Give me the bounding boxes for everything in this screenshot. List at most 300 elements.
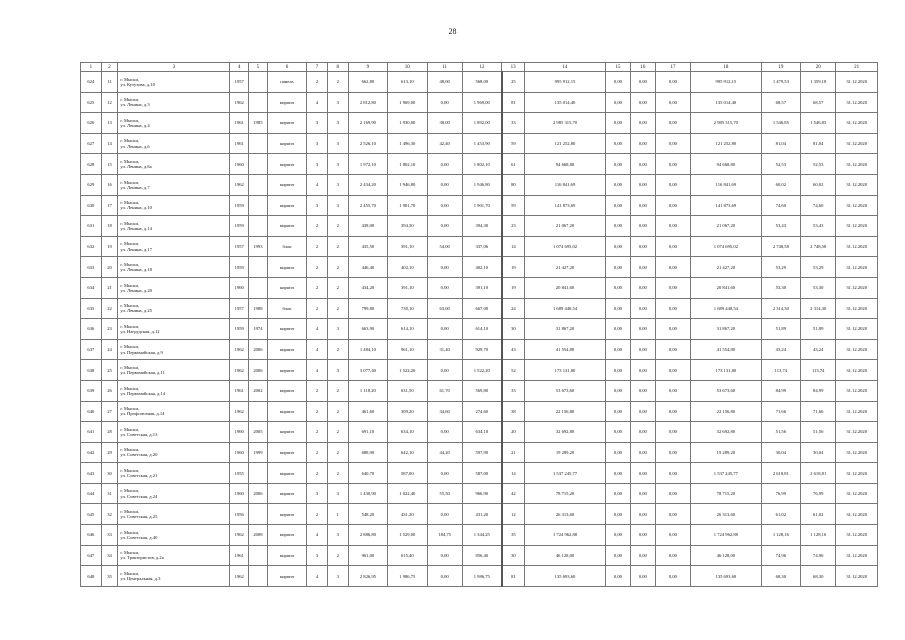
table-cell: 2 bbox=[307, 236, 328, 257]
table-cell: 15 bbox=[101, 154, 118, 175]
table-cell: 60,02 bbox=[761, 174, 800, 195]
table-cell: 32 692,80 bbox=[691, 422, 762, 443]
table-cell: 31.12.2020 bbox=[836, 277, 878, 298]
table-cell: 61,02 bbox=[801, 504, 836, 525]
table-cell: 0,00 bbox=[605, 113, 630, 134]
table-cell: 0,00 bbox=[655, 319, 690, 340]
table-cell: 3 bbox=[307, 483, 328, 504]
table-cell: 34 bbox=[101, 545, 118, 566]
table-cell: г. Мыски, ул. Первомайская, д.14 bbox=[118, 380, 230, 401]
table-cell: 53,43 bbox=[801, 216, 836, 237]
table-cell: 1959 bbox=[230, 216, 249, 237]
table-cell: 31 867,20 bbox=[525, 319, 606, 340]
table-cell: 84,99 bbox=[801, 380, 836, 401]
table-cell: г. Мыски, ул. Нагрудская, д.12 bbox=[118, 319, 230, 340]
table-cell: 391,10 bbox=[388, 277, 427, 298]
table-cell: 0,00 bbox=[605, 360, 630, 381]
table-cell: 569,80 bbox=[462, 380, 501, 401]
table-cell: 1 522,20 bbox=[462, 360, 501, 381]
table-cell: 2 748,58 bbox=[761, 236, 800, 257]
table-cell: 20 bbox=[502, 422, 525, 443]
table-cell: 60,02 bbox=[801, 174, 836, 195]
table-cell: 1 022,40 bbox=[388, 483, 427, 504]
table-cell: 0,00 bbox=[655, 72, 690, 93]
table-cell: 3 bbox=[327, 195, 348, 216]
table-cell: 2 bbox=[307, 380, 328, 401]
table-cell: 639 bbox=[81, 380, 102, 401]
table-cell: г. Мыски, ул. Ленина, д.3 bbox=[118, 92, 230, 113]
table-cell: 0,00 bbox=[630, 545, 655, 566]
table-cell: 1 479,53 bbox=[761, 72, 800, 93]
table-cell: 630 bbox=[81, 195, 102, 216]
table-cell: 1 344,25 bbox=[462, 525, 501, 546]
table-cell: 2006 bbox=[249, 360, 268, 381]
table-cell: 1 546,85 bbox=[801, 113, 836, 134]
table-cell: 0,00 bbox=[630, 195, 655, 216]
table-cell: кирпич bbox=[267, 339, 306, 360]
table-cell: 30,04 bbox=[801, 442, 836, 463]
table-cell: 1 522,20 bbox=[388, 360, 427, 381]
table-cell: 631 bbox=[81, 216, 102, 237]
table-cell: 1 946,80 bbox=[462, 174, 501, 195]
column-header: 7 bbox=[307, 63, 328, 72]
table-cell: кирпич bbox=[267, 216, 306, 237]
table-row bbox=[81, 113, 878, 134]
table-cell: 61,02 bbox=[761, 504, 800, 525]
table-cell: 1 bbox=[327, 504, 348, 525]
table-cell: 0,00 bbox=[630, 319, 655, 340]
table-cell: кирпич bbox=[267, 195, 306, 216]
table-cell: 961,00 bbox=[348, 545, 387, 566]
table-cell: 0,00 bbox=[655, 463, 690, 484]
table-cell: 0,00 bbox=[630, 401, 655, 422]
table-cell: блок bbox=[267, 236, 306, 257]
table-cell: 0,00 bbox=[605, 195, 630, 216]
table-cell: кирпич bbox=[267, 483, 306, 504]
table-cell: 1 074 695,02 bbox=[525, 236, 606, 257]
table-cell: 1961 bbox=[230, 133, 249, 154]
table-cell: 624 bbox=[81, 72, 102, 93]
table-cell: 1 901,70 bbox=[388, 195, 427, 216]
table-cell: 31.12.2020 bbox=[836, 154, 878, 175]
table-cell: 0,00 bbox=[605, 257, 630, 278]
column-header: 16 bbox=[630, 63, 655, 72]
table-cell: 63,00 bbox=[427, 298, 462, 319]
table-cell: 121 252,80 bbox=[691, 133, 762, 154]
table-cell: 31.12.2020 bbox=[836, 72, 878, 93]
table-cell: 0,00 bbox=[427, 216, 462, 237]
table-cell: 0,00 bbox=[605, 72, 630, 93]
table-cell: 23 bbox=[101, 319, 118, 340]
table-cell: кирпич bbox=[267, 257, 306, 278]
table-cell: 0,00 bbox=[655, 339, 690, 360]
table-cell: 1959 bbox=[230, 195, 249, 216]
table-cell: 0,00 bbox=[655, 174, 690, 195]
table-cell: 53,29 bbox=[761, 257, 800, 278]
table-cell: 1962 bbox=[230, 525, 249, 546]
table-cell: 4 bbox=[307, 525, 328, 546]
table-cell: 121 252,80 bbox=[525, 133, 606, 154]
table-row bbox=[81, 319, 878, 340]
table-cell: 4 bbox=[307, 360, 328, 381]
table-cell: кирпич bbox=[267, 504, 306, 525]
table-cell: г. Мыски, ул. Первомайская, д.11 bbox=[118, 360, 230, 381]
table-cell: г. Мыски, ул. Ленина, д.7 bbox=[118, 174, 230, 195]
table-cell: кирпич bbox=[267, 566, 306, 587]
table-cell: 59 bbox=[502, 195, 525, 216]
table-cell bbox=[249, 504, 268, 525]
table-cell: г. Мыски, ул. Ленина, д.4 bbox=[118, 113, 230, 134]
table-cell: 614,10 bbox=[388, 319, 427, 340]
table-cell: 31.12.2020 bbox=[836, 422, 878, 443]
table-cell: 548,20 bbox=[348, 504, 387, 525]
table-cell: 32 bbox=[101, 504, 118, 525]
table-cell: 663,90 bbox=[348, 319, 387, 340]
table-cell: 31.12.2020 bbox=[836, 298, 878, 319]
table-cell: 640 bbox=[81, 401, 102, 422]
table-cell: 24 bbox=[502, 298, 525, 319]
table-cell: 0,00 bbox=[630, 298, 655, 319]
table-cell: кирпич bbox=[267, 174, 306, 195]
table-cell: 337,06 bbox=[462, 236, 501, 257]
table-cell: 0,00 bbox=[605, 463, 630, 484]
table-cell: 4 bbox=[307, 92, 328, 113]
table-cell: 3 bbox=[327, 174, 348, 195]
table-cell bbox=[249, 216, 268, 237]
table-cell: 135 014,40 bbox=[525, 92, 606, 113]
table-cell: 0,00 bbox=[630, 236, 655, 257]
table-cell: 643 bbox=[81, 463, 102, 484]
table-cell: 645 bbox=[81, 504, 102, 525]
table-cell: 1 724 962,88 bbox=[525, 525, 606, 546]
table-cell: 0,00 bbox=[605, 504, 630, 525]
table-row bbox=[81, 504, 878, 525]
table-row bbox=[81, 380, 878, 401]
table-cell: 59 bbox=[502, 133, 525, 154]
table-cell: 391,10 bbox=[388, 236, 427, 257]
table-cell: 14 bbox=[502, 463, 525, 484]
table-cell: 995 912,15 bbox=[525, 72, 606, 93]
table-cell: 2 314,30 bbox=[761, 298, 800, 319]
table-cell: 43,24 bbox=[761, 339, 800, 360]
table-cell: 1957 bbox=[230, 236, 249, 257]
table-cell: кирпич bbox=[267, 442, 306, 463]
table-cell: 55,50 bbox=[427, 483, 462, 504]
table-cell: 2 985 315,70 bbox=[691, 113, 762, 134]
table-cell: 0,00 bbox=[655, 442, 690, 463]
table-cell: 0,00 bbox=[630, 360, 655, 381]
table-cell: 446,40 bbox=[348, 257, 387, 278]
table-cell: 0,00 bbox=[655, 195, 690, 216]
column-header: 17 bbox=[655, 63, 690, 72]
table-cell: 11 bbox=[101, 72, 118, 93]
table-cell: кирпич bbox=[267, 422, 306, 443]
table-cell: 730,10 bbox=[388, 298, 427, 319]
table-cell: 2 bbox=[307, 277, 328, 298]
table-cell: 691,10 bbox=[348, 422, 387, 443]
table-cell: 1962 bbox=[230, 401, 249, 422]
table-cell: 628 bbox=[81, 154, 102, 175]
table-cell: 0,00 bbox=[655, 504, 690, 525]
table-cell: 1957 bbox=[230, 298, 249, 319]
table-cell bbox=[249, 174, 268, 195]
table-cell: 274,60 bbox=[462, 401, 501, 422]
table-cell: 2006 bbox=[249, 483, 268, 504]
table-cell: 0,00 bbox=[655, 133, 690, 154]
table-cell: 1962 bbox=[230, 92, 249, 113]
table-cell: 961,10 bbox=[388, 339, 427, 360]
table-row bbox=[81, 92, 878, 113]
table-cell: 43 bbox=[502, 339, 525, 360]
table-cell: 1960 bbox=[230, 277, 249, 298]
table-cell: 2 bbox=[307, 463, 328, 484]
table-cell: 1961 bbox=[230, 113, 249, 134]
header-row bbox=[81, 63, 878, 72]
table-cell: 0,00 bbox=[655, 257, 690, 278]
table-cell: 434,20 bbox=[348, 277, 387, 298]
table-cell: 640,70 bbox=[348, 463, 387, 484]
table-cell: 634,10 bbox=[462, 422, 501, 443]
table-cell: 34,60 bbox=[427, 401, 462, 422]
table-cell: 135 693,60 bbox=[691, 566, 762, 587]
table-cell: 173 131,80 bbox=[691, 360, 762, 381]
table-cell: 2 bbox=[327, 216, 348, 237]
table-cell: 28 bbox=[101, 422, 118, 443]
table-cell: 3 bbox=[307, 195, 328, 216]
table-cell: 2 bbox=[327, 545, 348, 566]
table-cell: 18 bbox=[101, 216, 118, 237]
table-cell: 629 bbox=[81, 174, 102, 195]
table-cell: 31.12.2020 bbox=[836, 566, 878, 587]
table-cell: 799,80 bbox=[348, 298, 387, 319]
table-cell: 94 668,80 bbox=[525, 154, 606, 175]
table-cell: 2 bbox=[327, 72, 348, 93]
table-cell bbox=[249, 72, 268, 93]
table-cell: 662,80 bbox=[348, 72, 387, 93]
table-cell: 33 bbox=[101, 525, 118, 546]
table-cell: 929,70 bbox=[462, 339, 501, 360]
table-cell: 51,89 bbox=[801, 319, 836, 340]
table-cell: 41 554,80 bbox=[691, 339, 762, 360]
table-cell: 41 554,80 bbox=[525, 339, 606, 360]
table-cell: 0,00 bbox=[427, 174, 462, 195]
table-cell: 0,00 bbox=[655, 277, 690, 298]
table-cell: 31.12.2020 bbox=[836, 174, 878, 195]
table-cell: 78 715,20 bbox=[691, 483, 762, 504]
table-cell: 141 873,69 bbox=[525, 195, 606, 216]
table-cell: 113,74 bbox=[801, 360, 836, 381]
table-cell: 631,50 bbox=[388, 380, 427, 401]
table-cell: 0,00 bbox=[605, 236, 630, 257]
table-cell: 2 bbox=[327, 401, 348, 422]
table-cell: 46 128,00 bbox=[691, 545, 762, 566]
table-cell: 68,30 bbox=[761, 566, 800, 587]
table-cell: 81,04 bbox=[801, 133, 836, 154]
table-cell bbox=[249, 566, 268, 587]
table-cell: 31 867,20 bbox=[691, 319, 762, 340]
table-cell: 1 128,16 bbox=[761, 525, 800, 546]
table-cell: 0,00 bbox=[630, 339, 655, 360]
table-cell: 31.12.2020 bbox=[836, 113, 878, 134]
column-header: 8 bbox=[327, 63, 348, 72]
table-cell: 26 313,60 bbox=[691, 504, 762, 525]
table-cell: 29 bbox=[101, 442, 118, 463]
table-cell: 0,00 bbox=[605, 319, 630, 340]
table-cell: 0,00 bbox=[630, 113, 655, 134]
table-cell: 642 bbox=[81, 442, 102, 463]
table-cell: 81,04 bbox=[761, 133, 800, 154]
table-cell: 24 bbox=[101, 339, 118, 360]
table-cell: 31.12.2020 bbox=[836, 236, 878, 257]
table-cell: 0,00 bbox=[427, 422, 462, 443]
column-header: 12 bbox=[462, 63, 501, 72]
table-cell: 3 bbox=[327, 566, 348, 587]
table-cell: 0,00 bbox=[427, 545, 462, 566]
table-cell: 636 bbox=[81, 319, 102, 340]
table-cell: 61 bbox=[502, 154, 525, 175]
table-row bbox=[81, 442, 878, 463]
table-cell: 966,90 bbox=[462, 483, 501, 504]
table-cell: 76,99 bbox=[761, 483, 800, 504]
table-cell: 74,60 bbox=[801, 195, 836, 216]
table-cell: 48,00 bbox=[427, 72, 462, 93]
table-cell: 1 969,00 bbox=[462, 92, 501, 113]
table-cell: 1974 bbox=[249, 319, 268, 340]
table-cell: 53,30 bbox=[761, 277, 800, 298]
table-cell: 644 bbox=[81, 483, 102, 504]
table-cell: 3 bbox=[327, 483, 348, 504]
table-cell: 3 bbox=[307, 113, 328, 134]
table-cell: 0,00 bbox=[655, 483, 690, 504]
table-cell: 642,10 bbox=[388, 442, 427, 463]
table-cell: 394,30 bbox=[388, 216, 427, 237]
table-cell bbox=[249, 92, 268, 113]
table-cell: 1 128,16 bbox=[801, 525, 836, 546]
table-cell: 0,00 bbox=[427, 360, 462, 381]
table-cell: кирпич bbox=[267, 154, 306, 175]
table-cell: 53 673,60 bbox=[525, 380, 606, 401]
table-row bbox=[81, 483, 878, 504]
table-cell: кирпич bbox=[267, 92, 306, 113]
table-cell: г. Мыски, ул. Советская, д.20 bbox=[118, 442, 230, 463]
table-cell: 0,00 bbox=[655, 154, 690, 175]
table-cell: 53 673,60 bbox=[691, 380, 762, 401]
table-cell: 22 156,80 bbox=[691, 401, 762, 422]
table-cell: 31.12.2020 bbox=[836, 92, 878, 113]
table-cell: 81 bbox=[502, 566, 525, 587]
column-header: 20 bbox=[801, 63, 836, 72]
table-cell: 141 873,69 bbox=[691, 195, 762, 216]
table-cell: 2 bbox=[307, 257, 328, 278]
table-cell: 0,00 bbox=[605, 339, 630, 360]
table-cell: 33 bbox=[502, 113, 525, 134]
table-cell: 1 484,10 bbox=[348, 339, 387, 360]
table-cell: 0,00 bbox=[605, 298, 630, 319]
table-cell: 394,30 bbox=[462, 216, 501, 237]
table-cell: 2 bbox=[307, 422, 328, 443]
table-cell: 0,00 bbox=[630, 174, 655, 195]
table-cell: кирпич bbox=[267, 360, 306, 381]
table-cell: 35 bbox=[502, 525, 525, 546]
table-cell: 20 841,60 bbox=[691, 277, 762, 298]
table-cell: 2 bbox=[307, 401, 328, 422]
table-cell: 2 bbox=[327, 339, 348, 360]
table-cell: 1 537 245,77 bbox=[691, 463, 762, 484]
table-cell: г. Мыски, ул. Ленина, д.6а bbox=[118, 154, 230, 175]
column-header: 1 bbox=[81, 63, 102, 72]
table-cell: 1959 bbox=[230, 257, 249, 278]
table-cell: 614,10 bbox=[462, 319, 501, 340]
table-cell: 1 802,10 bbox=[462, 154, 501, 175]
table-cell: 53,30 bbox=[801, 277, 836, 298]
table-row bbox=[81, 257, 878, 278]
table-cell: 26 bbox=[101, 380, 118, 401]
table-cell: 2 812,80 bbox=[348, 92, 387, 113]
table-cell: 0,00 bbox=[605, 133, 630, 154]
table-cell: 3 bbox=[327, 319, 348, 340]
table-cell: 31.12.2020 bbox=[836, 401, 878, 422]
table-cell: г. Мыски, ул. Ленина, д.25 bbox=[118, 298, 230, 319]
table-cell: 4 bbox=[307, 174, 328, 195]
table-cell: 1 930,00 bbox=[388, 113, 427, 134]
table-cell: 3 bbox=[327, 154, 348, 175]
table-cell: 81 bbox=[502, 92, 525, 113]
table-cell bbox=[249, 257, 268, 278]
table-cell: 2 748,58 bbox=[801, 236, 836, 257]
table-cell: 42,40 bbox=[427, 133, 462, 154]
table-cell: 94 668,80 bbox=[691, 154, 762, 175]
table-cell: 68,57 bbox=[761, 92, 800, 113]
table-cell: 33 bbox=[502, 380, 525, 401]
table-cell: 0,00 bbox=[427, 277, 462, 298]
column-header: 19 bbox=[761, 63, 800, 72]
table-row bbox=[81, 174, 878, 195]
table-cell: 31.12.2020 bbox=[836, 525, 878, 546]
table-cell: 31.12.2020 bbox=[836, 133, 878, 154]
table-cell: 431,20 bbox=[462, 504, 501, 525]
table-cell: г. Мыски, ул. Ленина, д.6 bbox=[118, 133, 230, 154]
table-cell: 1 430,90 bbox=[348, 483, 387, 504]
table-cell: 1962 bbox=[230, 360, 249, 381]
table-cell: 2 bbox=[327, 422, 348, 443]
table-cell: 1960 bbox=[230, 483, 249, 504]
table-cell: 0,00 bbox=[630, 154, 655, 175]
table-cell: 30 bbox=[502, 545, 525, 566]
table-cell: 0,00 bbox=[630, 422, 655, 443]
table-cell: 22 156,80 bbox=[525, 401, 606, 422]
table-cell: 31.12.2020 bbox=[836, 504, 878, 525]
table-cell: 0,00 bbox=[427, 92, 462, 113]
table-cell: 116 841,69 bbox=[525, 174, 606, 195]
table-cell: 19 bbox=[502, 277, 525, 298]
table-cell: 1962 bbox=[230, 339, 249, 360]
table-cell: 626 bbox=[81, 113, 102, 134]
table-cell: 627 bbox=[81, 133, 102, 154]
table-cell: 1 892,00 bbox=[462, 113, 501, 134]
table-cell: 0,00 bbox=[427, 195, 462, 216]
table-cell: 31.12.2020 bbox=[836, 339, 878, 360]
table-cell: 2 bbox=[307, 216, 328, 237]
table-cell: 568,00 bbox=[462, 72, 501, 93]
table-cell: 402,10 bbox=[462, 257, 501, 278]
table-cell: 0,00 bbox=[605, 216, 630, 237]
table-cell: г. Мыски, ул. Ленина, д.18 bbox=[118, 257, 230, 278]
table-cell: 0,00 bbox=[655, 401, 690, 422]
table-cell: 632 bbox=[81, 236, 102, 257]
table-cell: 68,57 bbox=[801, 92, 836, 113]
table-cell: 1959 bbox=[230, 319, 249, 340]
table-cell: 0,00 bbox=[605, 422, 630, 443]
